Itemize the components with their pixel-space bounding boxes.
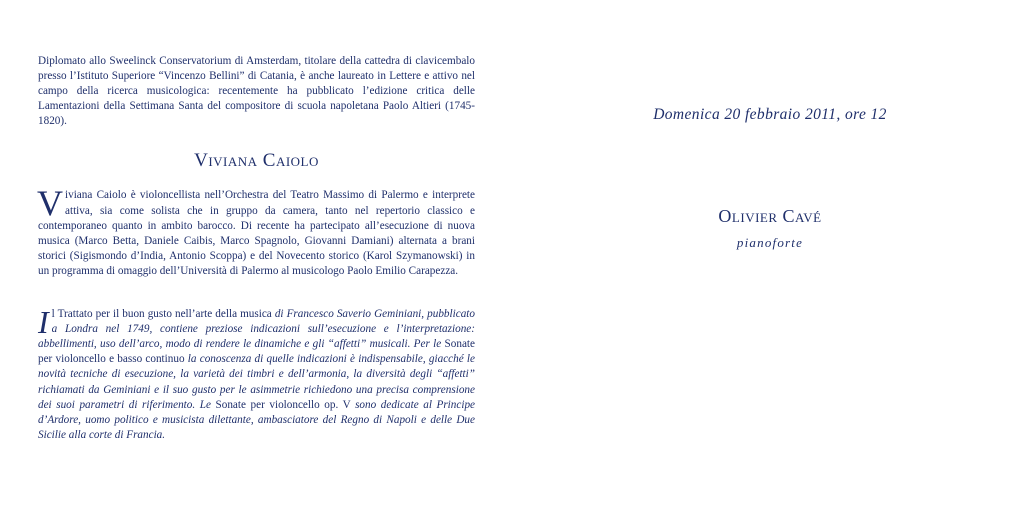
trattato-segment-italic: sono dedicate al Principe d’Ardore, uomo politico e musicista dilettante, ambasciatore del Regno di Napoli e delle Due Sicilie alla corte di Francia. <box>38 398 476 441</box>
right-page <box>610 106 930 251</box>
cellist-bio-paragraph <box>37 183 475 279</box>
left-page <box>38 54 475 443</box>
trattato-segment-italic: la conoscenza di quelle indicazioni è indispensabile, giacché le novità tecniche di esecuzione, la varietà dei timbri e dell’armonia, la diversità degli “affetti” richiamati da Geminiani e il suo gusto per le asimmetrie richiedono una precisa comprensione dei suoi parametri di riferimento. <box>38 353 475 411</box>
performer-name-heading: Viviana Caiolo <box>194 150 319 172</box>
trattato-segment-italic: Le <box>199 398 216 411</box>
trattato-segment: Sonate per violoncello op. V <box>215 398 356 411</box>
trattato-segment: l Trattato per il buon gusto nell’arte della musica <box>51 308 275 321</box>
performer-name: Olivier Cavé <box>718 206 822 226</box>
trattato-segment-italic: di Francesco Saverio Geminiani, pubblicato a Londra nel 1749, contiene preziose indicazioni sull’esecuzione e l’interpretazione: abbellimenti, uso dell’arco, modo di rendere le dinamiche e gli “affetti” musicali. Per le <box>38 308 475 351</box>
trattato-segment: Sonate per violoncello e basso continuo <box>38 338 475 366</box>
cellist-bio-text: iviana Caiolo è violoncellista nell’Orchestra del Teatro Massimo di Palermo e interprete attiva, sia come solista che in gruppo da camera, tanto nel repertorio classico e contemporaneo quanto in ambito barocco. Di recente ha partecipato all’esecuzione di nuova musica (Marco Betta, Daniele Caibis, Marco Spagnolo, Giovanni Damiani) alternata a brani storici (Sigismondo d’India, Antonio Scoppa) e del Novecento storico (Karol Szymanowski) in un programma di omaggio dell’Università di Palermo al musicologo Paolo Emilio Carapezza. <box>38 189 475 277</box>
concert-date: Domenica 20 febbraio 2011, ore 12 <box>653 106 887 123</box>
trattato-paragraph <box>38 304 476 443</box>
instrument-label: pianoforte <box>736 235 804 250</box>
dropcap-letter: V <box>37 183 63 224</box>
dropcap-letter-italic: I <box>38 304 49 341</box>
previous-bio-paragraph: Diplomato allo Sweelinck Conservatorium di Amsterdam, titolare della cattedra di clavicembalo presso l’Istituto Superiore “Vincenzo Bellini” di Catania, è anche laureato in Lettere e attivo nel campo della ricerca musicologica: recentemente ha pubblicato l’edizione critica delle Lamentazioni della Settimana Santa del compositore di scuola napoletana Paolo Altieri (1745-1820). <box>38 55 475 128</box>
